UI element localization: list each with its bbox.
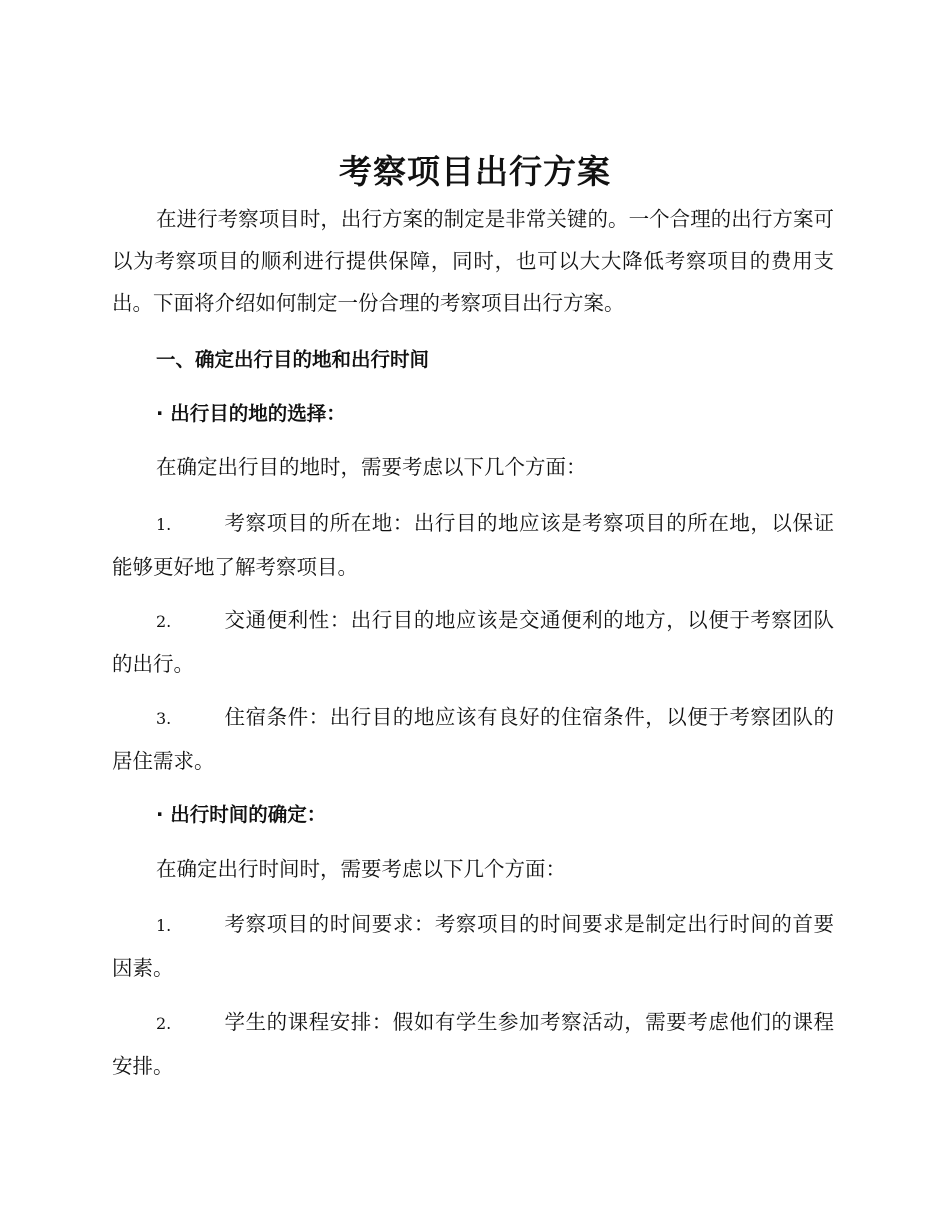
time-lead-text: 在确定出行时间时，需要考虑以下几个方面： <box>156 857 566 881</box>
list-item <box>112 1001 834 1087</box>
list-item-text: 交通便利性：出行目的地应该是交通便利的地方，以便于考察团队的出行。 <box>112 608 834 676</box>
subsection-heading-time: · 出行时间的确定： <box>156 803 327 826</box>
list-item <box>112 502 834 588</box>
list-item-text: 考察项目的时间要求：考察项目的时间要求是制定出行时间的首要因素。 <box>112 912 834 980</box>
intro-paragraph: 在进行考察项目时，出行方案的制定是非常关键的。一个合理的出行方案可以为考察项目的顺利进行提供保障，同时，也可以大大降低考察项目的费用支出。下面将介绍如何制定一份合理的考察项目出行方案。 <box>112 207 834 315</box>
list-item-text: 学生的课程安排：假如有学生参加考察活动，需要考虑他们的课程安排。 <box>112 1010 834 1078</box>
document-title: 考察项目出行方案 <box>339 152 611 191</box>
list-item-number: 2. <box>156 612 172 631</box>
list-item-number: 2. <box>156 1014 172 1033</box>
list-item <box>112 696 834 782</box>
list-item-number: 3. <box>156 709 172 728</box>
list-item-number: 1. <box>156 916 172 935</box>
list-item-text: 考察项目的所在地：出行目的地应该是考察项目的所在地，以保证能够更好地了解考察项目。 <box>112 511 834 579</box>
section-heading: 一、确定出行目的地和出行时间 <box>156 348 430 371</box>
list-item-number: 1. <box>156 515 172 534</box>
destination-lead-text: 在确定出行目的地时，需要考虑以下几个方面： <box>156 455 587 479</box>
list-item <box>112 903 834 989</box>
subsection-heading-destination: · 出行目的地的选择： <box>156 402 346 425</box>
list-item <box>112 599 834 685</box>
list-item-text: 住宿条件：出行目的地应该有良好的住宿条件，以便于考察团队的居住需求。 <box>112 705 834 773</box>
